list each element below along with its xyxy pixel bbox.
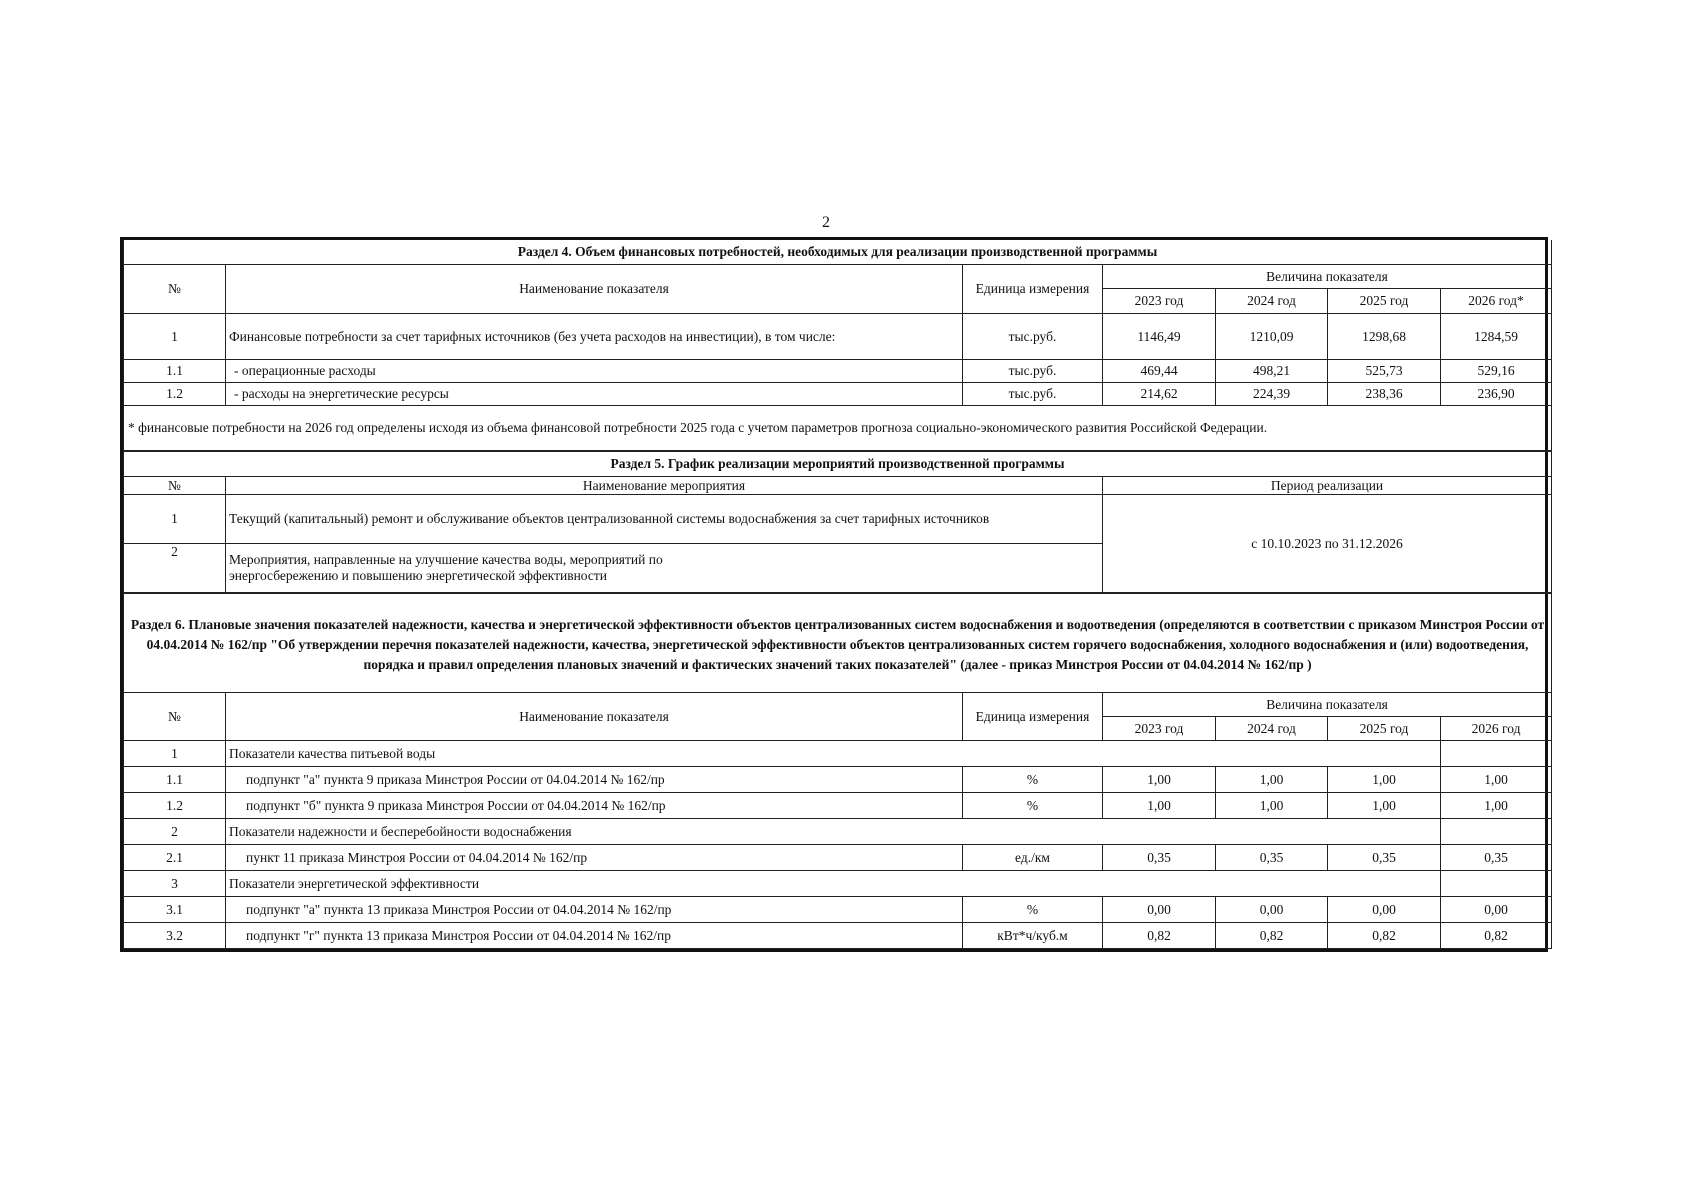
year-header: 2023 год — [1103, 717, 1216, 741]
table-row — [124, 495, 1552, 544]
col-num-header: № — [124, 693, 226, 741]
row-num: 2 — [124, 544, 226, 593]
row-value: 1,00 — [1441, 793, 1552, 819]
row-num: 3.1 — [124, 897, 226, 923]
row-value: 1146,49 — [1103, 314, 1216, 360]
period-cell: с 10.10.2023 по 31.12.2026 — [1103, 495, 1552, 593]
row-num: 2 — [124, 819, 226, 845]
table-row — [124, 793, 1552, 819]
year-header: 2026 год — [1441, 717, 1552, 741]
row-value: 0,82 — [1103, 923, 1216, 949]
row-name: Финансовые потребности за счет тарифных источников (без учета расходов на инвестиции), в том числе: — [226, 314, 963, 360]
table-row — [124, 360, 1552, 383]
row-value: 529,16 — [1441, 360, 1552, 383]
row-value: 224,39 — [1216, 383, 1328, 406]
row-value: 0,35 — [1328, 845, 1441, 871]
row-name: подпункт "а" пункта 13 приказа Минстроя России от 04.04.2014 № 162/пр — [226, 897, 963, 923]
col-period-header: Период реализации — [1103, 477, 1552, 495]
table-row — [124, 923, 1552, 949]
row-unit: % — [963, 793, 1103, 819]
col-value-header: Величина показателя — [1103, 265, 1552, 289]
empty-cell — [1441, 871, 1552, 897]
table-row-group — [124, 741, 1552, 767]
row-name: Показатели надежности и бесперебойности водоснабжения — [226, 819, 1441, 845]
row-value: 1,00 — [1103, 793, 1216, 819]
row-value: 0,82 — [1328, 923, 1441, 949]
row-name: - расходы на энергетические ресурсы — [226, 383, 963, 406]
row-value: 0,82 — [1216, 923, 1328, 949]
row-value: 0,00 — [1103, 897, 1216, 923]
col-name-header: Наименование показателя — [226, 265, 963, 314]
row-name: Мероприятия, направленные на улучшение качества воды, мероприятий по энергосбережению и повышению энергетической эффективности — [226, 544, 1103, 593]
row-num: 1.1 — [124, 767, 226, 793]
row-num: 1 — [124, 495, 226, 544]
col-name-header: Наименование показателя — [226, 693, 963, 741]
section5-table — [123, 451, 1552, 593]
row-num: 2.1 — [124, 845, 226, 871]
row-value: 1210,09 — [1216, 314, 1328, 360]
col-value-header: Величина показателя — [1103, 693, 1552, 717]
table-row — [124, 314, 1552, 360]
row-name: подпункт "а" пункта 9 приказа Минстроя России от 04.04.2014 № 162/пр — [226, 767, 963, 793]
row-value: 1,00 — [1216, 767, 1328, 793]
section6-table — [123, 593, 1552, 949]
col-unit-header: Единица измерения — [963, 265, 1103, 314]
section4-table — [123, 240, 1552, 451]
row-value: 1,00 — [1328, 767, 1441, 793]
row-num: 1 — [124, 314, 226, 360]
row-num: 1 — [124, 741, 226, 767]
year-header: 2024 год — [1216, 289, 1328, 314]
year-header: 2023 год — [1103, 289, 1216, 314]
table-row-group — [124, 819, 1552, 845]
empty-cell — [1441, 741, 1552, 767]
empty-cell — [1441, 819, 1552, 845]
row-value: 236,90 — [1441, 383, 1552, 406]
row-value: 0,35 — [1103, 845, 1216, 871]
table-row — [124, 845, 1552, 871]
document-sheet — [120, 237, 1548, 952]
row-name: подпункт "г" пункта 13 приказа Минстроя России от 04.04.2014 № 162/пр — [226, 923, 963, 949]
row-value: 1,00 — [1328, 793, 1441, 819]
row-num: 3 — [124, 871, 226, 897]
row-value: 1,00 — [1103, 767, 1216, 793]
row-unit: тыс.руб. — [963, 383, 1103, 406]
row-name: подпункт "б" пункта 9 приказа Минстроя России от 04.04.2014 № 162/пр — [226, 793, 963, 819]
col-num-header: № — [124, 477, 226, 495]
row-unit: % — [963, 767, 1103, 793]
section4-footnote: * финансовые потребности на 2026 год определены исходя из объема финансовой потребности 2025 года с учетом параметров прогноза социально-экономического развития Российской Федерации. — [124, 406, 1552, 451]
row-value: 1,00 — [1441, 767, 1552, 793]
row-value: 0,35 — [1441, 845, 1552, 871]
row-unit: % — [963, 897, 1103, 923]
row-value: 469,44 — [1103, 360, 1216, 383]
col-name-header: Наименование мероприятия — [226, 477, 1103, 495]
row-value: 0,00 — [1216, 897, 1328, 923]
row-value: 1298,68 — [1328, 314, 1441, 360]
row-value: 214,62 — [1103, 383, 1216, 406]
row-value: 498,21 — [1216, 360, 1328, 383]
row-value: 1284,59 — [1441, 314, 1552, 360]
section5-title: Раздел 5. График реализации мероприятий производственной программы — [124, 452, 1552, 477]
table-row — [124, 767, 1552, 793]
row-value: 238,36 — [1328, 383, 1441, 406]
row-name: Текущий (капитальный) ремонт и обслуживание объектов централизованной системы водоснабжения за счет тарифных источников — [226, 495, 1103, 544]
row-num: 1.1 — [124, 360, 226, 383]
row-unit: тыс.руб. — [963, 360, 1103, 383]
page-number: 2 — [822, 214, 830, 231]
row-value: 0,35 — [1216, 845, 1328, 871]
row-name: - операционные расходы — [226, 360, 963, 383]
row-num: 1.2 — [124, 793, 226, 819]
row-unit: кВт*ч/куб.м — [963, 923, 1103, 949]
row-value: 525,73 — [1328, 360, 1441, 383]
year-header: 2024 год — [1216, 717, 1328, 741]
row-unit: тыс.руб. — [963, 314, 1103, 360]
section4-title: Раздел 4. Объем финансовых потребностей, необходимых для реализации производственной программы — [124, 240, 1552, 265]
row-value: 0,00 — [1328, 897, 1441, 923]
row-unit: ед./км — [963, 845, 1103, 871]
table-row — [124, 897, 1552, 923]
table-row — [124, 383, 1552, 406]
row-num: 3.2 — [124, 923, 226, 949]
row-name: Показатели энергетической эффективности — [226, 871, 1441, 897]
year-header: 2025 год — [1328, 717, 1441, 741]
row-name: пункт 11 приказа Минстроя России от 04.04.2014 № 162/пр — [226, 845, 963, 871]
row-name: Показатели качества питьевой воды — [226, 741, 1441, 767]
table-row-group — [124, 871, 1552, 897]
col-unit-header: Единица измерения — [963, 693, 1103, 741]
col-num-header: № — [124, 265, 226, 314]
row-value: 0,82 — [1441, 923, 1552, 949]
row-value: 0,00 — [1441, 897, 1552, 923]
year-header: 2025 год — [1328, 289, 1441, 314]
year-header: 2026 год* — [1441, 289, 1552, 314]
section6-title: Раздел 6. Плановые значения показателей надежности, качества и энергетической эффективности объектов централизованных систем водоснабжения и водоотведения (определяются в соответствии с приказом Минстроя России от 04.04.2014 № 162/пр "Об утверждении перечня показателей надежности, качества, энергетической эффективности объектов централизованных систем горячего водоснабжения, холодного водоснабжения и (или) водоотведения, порядка и правил определения плановых значений и фактических значений таких показателей" (далее - приказ Минстроя России от 04.04.2014 № 162/пр ) — [124, 594, 1552, 693]
row-value: 1,00 — [1216, 793, 1328, 819]
row-num: 1.2 — [124, 383, 226, 406]
